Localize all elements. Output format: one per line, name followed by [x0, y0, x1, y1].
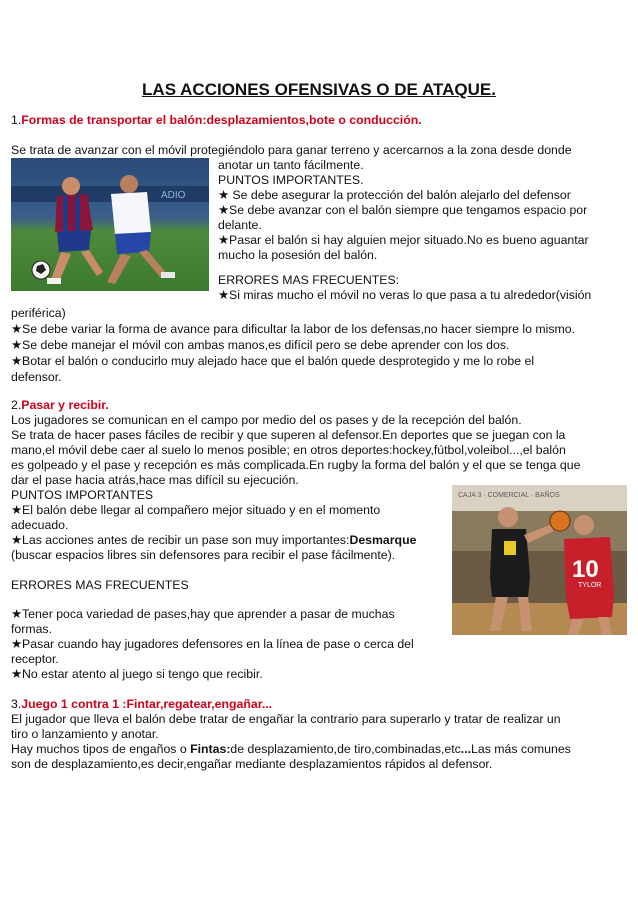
list-item-continuation: defensor. [11, 370, 62, 384]
football-photo [11, 158, 209, 291]
section-title: Pasar y recibir. [21, 398, 109, 412]
desmarque-term: Desmarque [349, 533, 417, 547]
list-item-continuation: formas. [11, 622, 52, 636]
list-item: ★Se debe manejar el móvil con ambas manos,es difícil pero se debe aprender con los dos. [11, 338, 510, 352]
banner-text: CAJA 3 · COMERCIAL · BAÑOS [458, 492, 560, 499]
list-item: ★Tener poca variedad de pases,hay que aprender a pasar de muchas [11, 607, 395, 621]
paragraph-line: es golpeado y el pase y recepción es más complicada.En rugby la forma del balón y el que se tenga que [11, 458, 581, 472]
paragraph-line: mano,el móvil debe caer al suelo lo menos posible; en otros deportes:hockey,fútbol,voleibol...,el balón [11, 443, 566, 457]
paragraph-line: tiro o lanzamiento y anotar. [11, 727, 159, 741]
errores-heading: ERRORES MAS FRECUENTES: [218, 273, 400, 287]
paragraph-line: Hay muchos tipos de engaños o Fintas:de desplazamiento,de tiro,combinadas,etc...Las más comunes [11, 742, 571, 756]
paragraph-line: El jugador que lleva el balón debe tratar de engañar la contrario para superarlo y tratar de realizar un [11, 712, 561, 726]
section-number: 1. [11, 113, 22, 127]
paragraph-line: Se trata de avanzar con el móvil protegiéndolo para ganar terreno y acercarnos a la zona desde donde [11, 143, 572, 157]
paragraph-line: Los jugadores se comunican en el campo por medio del os pases y de la recepción del balón. [11, 413, 522, 427]
list-item: ★Pasar el balón si hay alguien mejor situado.No es bueno aguantar [218, 233, 589, 247]
list-item-continuation: receptor. [11, 652, 59, 666]
section-title: Juego 1 contra 1 :Fintar,regatear,engañar... [21, 697, 273, 711]
fintas-term: Fintas: [190, 742, 231, 756]
list-item: ★ Se debe asegurar la protección del balón alejarlo del defensor [218, 188, 571, 202]
list-item-continuation: (buscar espacios libres sin defensores para recibir el pase fácilmente). [11, 548, 396, 562]
section-title: Formas de transportar el balón:desplazamientos,bote o conducción. [21, 113, 422, 127]
section-2-heading [11, 398, 109, 413]
svg-text:ADIO: ADIO [161, 190, 186, 201]
paragraph-line: Se trata de hacer pases fáciles de recibir y que superen al defensor.En deportes que se juegan con la [11, 428, 566, 442]
jersey-number: 10 [572, 556, 599, 583]
list-item: ★Botar el balón o conducirlo muy alejado hace que el balón quede desprotegido y me lo robe el [11, 354, 535, 368]
list-item: ★Se debe avanzar con el balón siempre que tengamos espacio por [218, 203, 588, 217]
section-number: 3. [11, 697, 22, 711]
errores-heading: ERRORES MAS FRECUENTES [11, 578, 189, 592]
paragraph-line: anotar un tanto fácilmente. [218, 158, 364, 172]
list-item: ★Si miras mucho el móvil no veras lo que pasa a tu alrededor(visión [218, 288, 592, 302]
list-item-continuation: mucho la posesión del balón. [218, 248, 378, 262]
list-item: ★Pasar cuando hay jugadores defensores en la línea de pase o cerca del [11, 637, 414, 651]
list-item-continuation: delante. [218, 218, 262, 232]
section-number: 2. [11, 398, 22, 412]
list-item-continuation: adecuado. [11, 518, 69, 532]
section-1-heading [11, 113, 422, 128]
jersey-name: TYLOR [578, 582, 602, 589]
list-item: ★No estar atento al juego si tengo que recibir. [11, 667, 263, 681]
list-item: ★Las acciones antes de recibir un pase son muy importantes:Desmarque [11, 533, 417, 547]
section-3-heading [11, 697, 272, 712]
paragraph-line: son de desplazamiento,es decir,engañar mediante desplazamientos rápidos al defensor. [11, 757, 493, 771]
page-title: LAS ACCIONES OFENSIVAS O DE ATAQUE. [142, 80, 496, 99]
list-item: ★Se debe variar la forma de avance para dificultar la labor de los defensas,no hacer siempre lo mismo. [11, 322, 575, 336]
paragraph-line: dar el pase hacia atrás,hace mas difícil su ejecución. [11, 473, 299, 487]
list-item: ★El balón debe llegar al compañero mejor situado y en el momento [11, 503, 381, 517]
puntos-importantes-heading: PUNTOS IMPORTANTES. [218, 173, 364, 187]
list-item-continuation: periférica) [11, 306, 66, 320]
puntos-importantes-heading: PUNTOS IMPORTANTES [11, 488, 154, 502]
basketball-photo [452, 485, 627, 635]
